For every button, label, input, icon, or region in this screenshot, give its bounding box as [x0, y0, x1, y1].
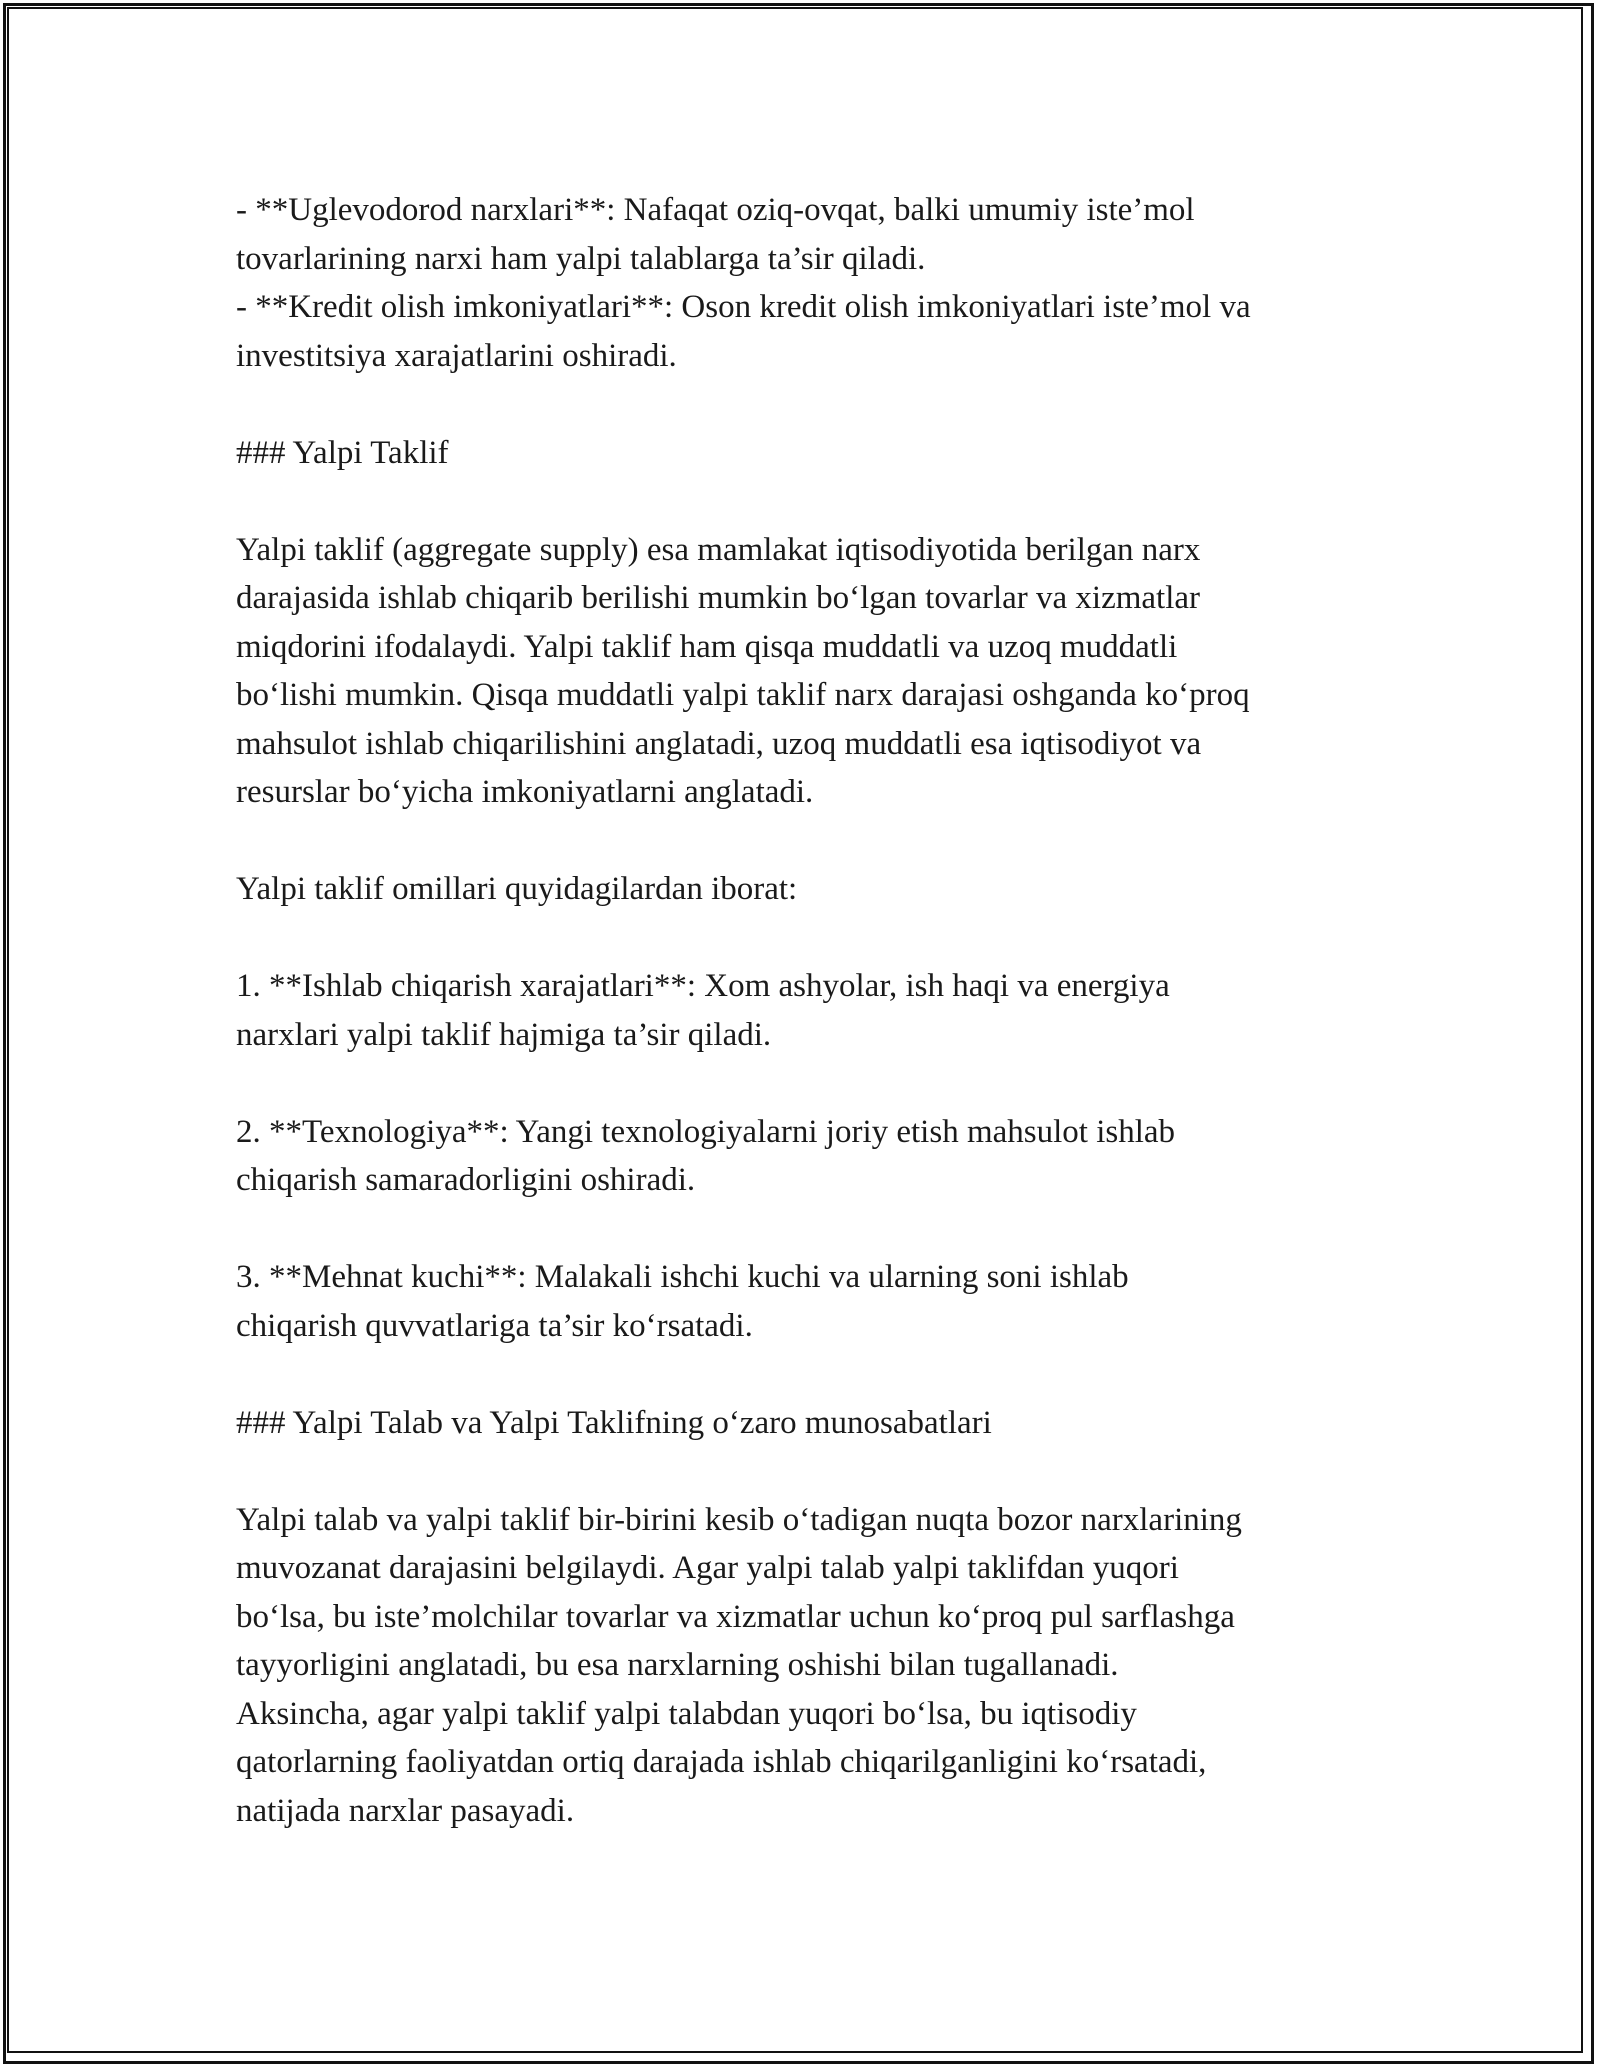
text-line: bo‘lishi mumkin. Qisqa muddatli yalpi taklif narx darajasi oshganda ko‘proq [236, 677, 1250, 713]
section-heading-relationship: ### Yalpi Talab va Yalpi Taklifning o‘zaro munosabatlari [236, 1404, 992, 1441]
blank-line [236, 1350, 1386, 1399]
bullet-fuel-prices [236, 186, 1386, 283]
text-line: chiqarish samaradorligini oshiradi. [236, 1162, 696, 1198]
text-line: chiqarish quvvatlariga ta’sir ko‘rsatadi. [236, 1307, 753, 1344]
blank-line [236, 1447, 1386, 1496]
text-line: Yalpi talab va yalpi taklif bir-birini kesib o‘tadigan nuqta bozor narxlarining [236, 1501, 1242, 1538]
text-line: Yalpi taklif (aggregate supply) esa mamlakat iqtisodiyotida berilgan narx [236, 531, 1201, 568]
text-line: tayyorligini anglatadi, bu esa narxlarning oshishi bilan tugallanadi. [236, 1647, 1119, 1683]
blank-line [236, 1059, 1386, 1108]
text-line: - **Uglevodorod narxlari**: Nafaqat oziq-ovqat, balki umumiy iste’mol [236, 192, 1195, 228]
paragraph-relationship [236, 1496, 1386, 1836]
list-item-labor-force [236, 1253, 1386, 1350]
blank-line [236, 1205, 1386, 1254]
text-line: muvozanat darajasini belgilaydi. Agar yalpi talab yalpi taklifdan yuqori [236, 1550, 1179, 1586]
text-line: investitsiya xarajatlarini oshiradi. [236, 337, 677, 374]
text-line: natijada narxlar pasayadi. [236, 1792, 575, 1829]
text-line: Aksincha, agar yalpi taklif yalpi talabdan yuqori bo‘lsa, bu iqtisodiy [236, 1695, 1137, 1732]
blank-line [236, 914, 1386, 963]
text-line: qatorlarning faoliyatdan ortiq darajada ishlab chiqarilganligini ko‘rsatadi, [236, 1744, 1207, 1780]
list-item-technology [236, 1108, 1386, 1205]
text-line: - **Kredit olish imkoniyatlari**: Oson kredit olish imkoniyatlari iste’mol va [236, 289, 1251, 325]
list-item-production-costs [236, 962, 1386, 1059]
text-line: darajasida ishlab chiqarib berilishi mumkin bo‘lgan tovarlar va xizmatlar [236, 580, 1201, 616]
text-line: tovarlarining narxi ham yalpi talablarga ta’sir qiladi. [236, 240, 926, 277]
blank-line [236, 477, 1386, 526]
text-line: 3. **Mehnat kuchi**: Malakali ishchi kuchi va ularning soni ishlab [236, 1259, 1129, 1295]
text-line: narxlari yalpi taklif hajmiga ta’sir qiladi. [236, 1016, 772, 1053]
paragraph-aggregate-supply [236, 526, 1386, 817]
text-line: miqdorini ifodalaydi. Yalpi taklif ham qisqa muddatli va uzoq muddatli [236, 628, 1178, 665]
bullet-credit-access [236, 283, 1386, 380]
section-heading-aggregate-supply: ### Yalpi Taklif [236, 434, 449, 471]
blank-line [236, 817, 1386, 866]
blank-line [236, 380, 1386, 429]
document-body [236, 186, 1386, 1835]
factors-intro: Yalpi taklif omillari quyidagilardan iborat: [236, 871, 798, 907]
text-line: mahsulot ishlab chiqarilishini anglatadi, uzoq muddatli esa iqtisodiyot va [236, 725, 1202, 762]
text-line: 2. **Texnologiya**: Yangi texnologiyalarni joriy etish mahsulot ishlab [236, 1113, 1176, 1150]
text-line: resurslar bo‘yicha imkoniyatlarni anglatadi. [236, 774, 814, 810]
text-line: 1. **Ishlab chiqarish xarajatlari**: Xom ashyolar, ish haqi va energiya [236, 968, 1170, 1004]
text-line: bo‘lsa, bu iste’molchilar tovarlar va xizmatlar uchun ko‘proq pul sarflashga [236, 1598, 1235, 1635]
